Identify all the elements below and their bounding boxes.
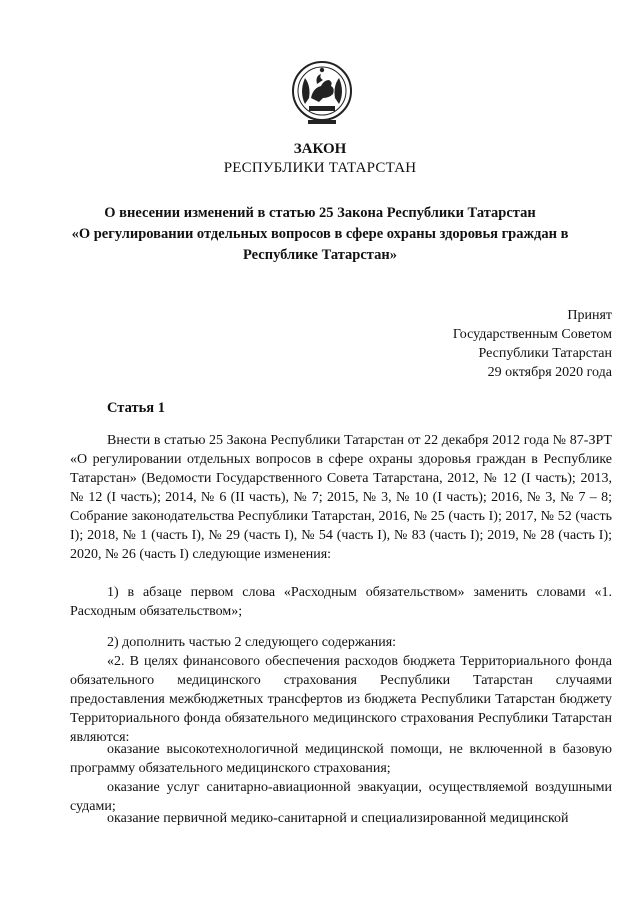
article-paragraph: Внести в статью 25 Закона Республики Татарстан от 22 декабря 2012 года № 87-ЗРТ «О регулировании отдельных вопросов в сфере охраны здоровья граждан в Республике Татарстан» (Ведомости Государственного Совета Татарстана, 2012, № 12 (I часть); 2013, № 12 (I часть); 2014, № 6 (II часть), № 7; 2015, № 3, № 10 (I часть); 2016, № 3, № 7 – 8; Собрание законодательства Республики Татарстан, 2016, № 25 (часть I); 2017, № 52 (часть I); 2018, № 1 (часть I), № 29 (часть I), № 54 (часть I), № 83 (часть I); 2019, № 28 (часть I); 2020, № 26 (часть I) следующие изменения: <box>70 433 612 562</box>
article-paragraph: оказание первичной медико-санитарной и специализированной медицинской <box>107 811 569 826</box>
law-heading <box>70 203 570 266</box>
adoption-block <box>380 306 612 382</box>
article-title: Статья 1 <box>107 400 165 416</box>
article-paragraph: «2. В целях финансового обеспечения расходов бюджета Территориального фонда обязательного медицинского страхования Республики Татарстан случаями предоставления межбюджетных трансфертов из бюджета Республики Татарстан бюджету Территориального фонда обязательного медицинского страхования Республики Татарстан являются: <box>70 654 612 745</box>
law-subtitle: РЕСПУБЛИКИ ТАТАРСТАН <box>223 160 417 176</box>
adoption-line: Принят <box>567 308 612 323</box>
law-heading-line: «О регулировании отдельных вопросов в сфере охраны здоровья граждан в <box>71 226 569 242</box>
tatarstan-emblem-icon <box>291 58 353 128</box>
adoption-line: Республики Татарстан <box>478 346 612 361</box>
article-paragraph: 2) дополнить частью 2 следующего содержания: <box>107 635 397 650</box>
adoption-date: 29 октября 2020 года <box>487 365 612 380</box>
article-paragraph: 1) в абзаце первом слова «Расходным обязательством» заменить словами «1. Расходным обязательством»; <box>70 585 612 619</box>
adoption-line: Государственным Советом <box>452 327 612 342</box>
article-paragraph: оказание высокотехнологичной медицинской помощи, не включенной в базовую программу обязательного медицинского страхования; <box>70 742 612 776</box>
law-title: ЗАКОН <box>293 141 347 157</box>
law-heading-line: Республике Татарстан» <box>243 247 397 263</box>
article-paragraph: оказание услуг санитарно-авиационной эвакуации, осуществляемой воздушными судами; <box>70 780 612 814</box>
law-heading-line: О внесении изменений в статью 25 Закона Республики Татарстан <box>104 205 536 221</box>
